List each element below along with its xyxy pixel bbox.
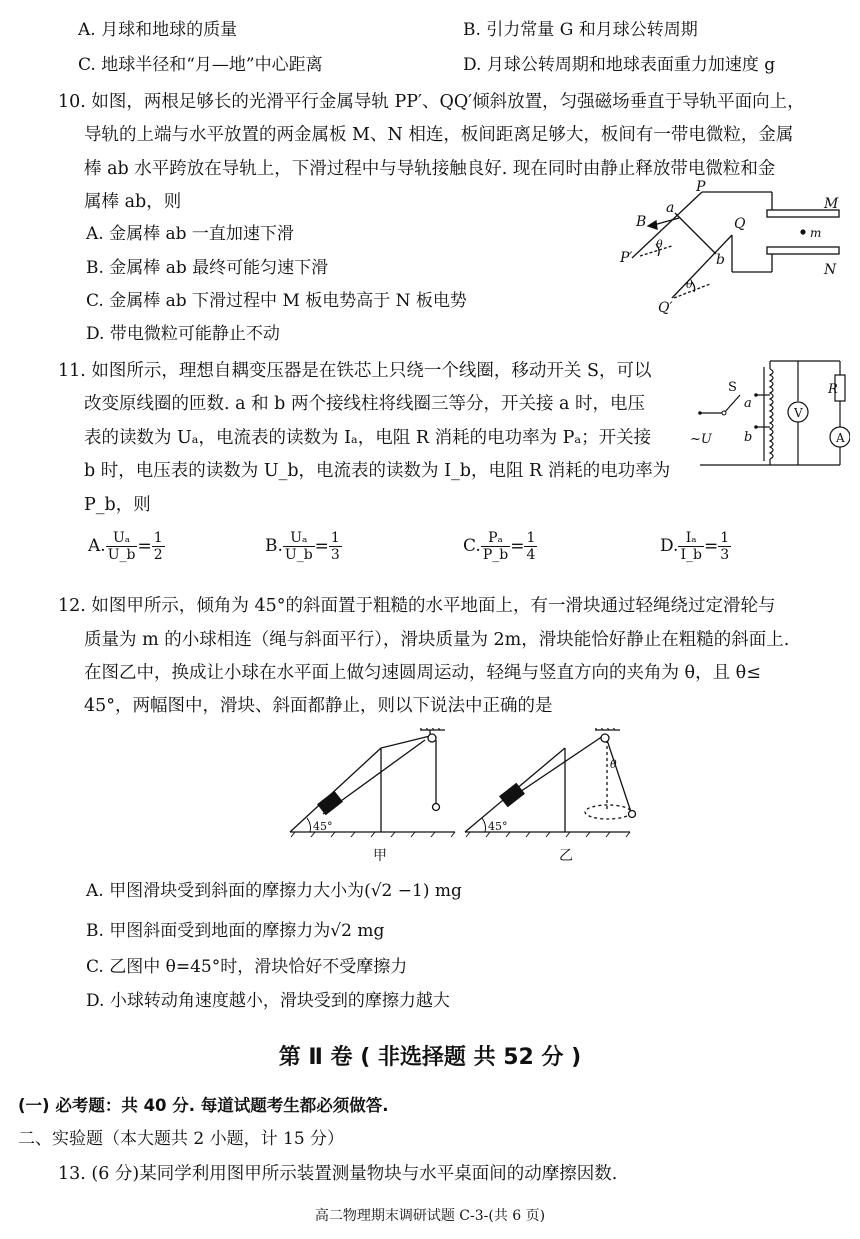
q10-label-a: a: [666, 200, 675, 216]
q11-stem-line4: b 时，电压表的读数为 U_b，电流表的读数为 I_b，电阻 R 消耗的电功率为: [84, 461, 671, 481]
q9-option-d: D. 月球公转周期和地球表面重力加速度 g: [463, 55, 776, 75]
q11-figure: [690, 355, 850, 473]
q11-label-a: a: [744, 396, 752, 411]
q10-label-Pp: P′: [620, 250, 633, 266]
q9-option-b: B. 引力常量 G 和月球公转周期: [463, 20, 698, 40]
q12-option-b: B. 甲图斜面受到地面的摩擦力为√2 mg: [86, 921, 385, 941]
q10-figure: [612, 180, 852, 315]
q11-stem-line5: P_b，则: [84, 495, 151, 515]
q13-stem: 13. (6 分)某同学利用图甲所示装置测量物块与水平桌面间的动摩擦因数.: [58, 1164, 618, 1184]
q10-label-N: N: [824, 262, 837, 278]
q11-label-b: b: [744, 430, 753, 445]
q10-option-c: C. 金属棒 ab 下滑过程中 M 板电势高于 N 板电势: [86, 291, 467, 311]
q12-caption-yi: 乙: [559, 848, 573, 864]
q11-stem-line2: 改变原线圈的匝数. a 和 b 两个接线柱将线圈三等分，开关接 a 时，电压: [84, 394, 646, 414]
page-footer: 高二物理期末调研试题 C-3-(共 6 页): [314, 1208, 546, 1224]
q10-label-b: b: [716, 252, 725, 268]
q10-option-a: A. 金属棒 ab 一直加速下滑: [86, 224, 294, 244]
required-questions-note: (一) 必考题：共 40 分. 每道试题考生都必须做答.: [18, 1096, 389, 1115]
q12-stem-line3: 在图乙中，换成让小球在水平面上做匀速圆周运动，轻绳与竖直方向的夹角为 θ，且 θ≤: [84, 663, 761, 683]
section-2-heading: 第 Ⅱ 卷 ( 非选择题 共 52 分 ): [278, 1045, 582, 1070]
q11-ammeter-label: A: [836, 431, 845, 445]
q12-stem-line2: 质量为 m 的小球相连（绳与斜面平行），滑块质量为 2m，滑块能恰好静止在粗糙的斜面上.: [84, 630, 790, 650]
q12-option-a: A. 甲图滑块受到斜面的摩擦力大小为(√2 −1) mg: [86, 881, 462, 901]
q11-option-c: C. $\frac{\text{Pₐ}}{P\_b}$ = $\frac{1}{4}$: [463, 530, 536, 563]
q10-label-Qp: Q′: [658, 300, 673, 315]
q10-label-m: m: [810, 226, 822, 240]
q11-option-b: B. $\frac{\text{Uₐ}}{U\_b}$ = $\frac{1}{3}$: [265, 530, 340, 563]
q12-caption-jia: 甲: [373, 848, 387, 864]
q10-label-P: P: [696, 180, 706, 195]
q12-stem-line4: 45°，两幅图中，滑块、斜面都静止，则以下说法中正确的是: [84, 696, 553, 716]
q11-option-a: A. $\frac{\text{Uₐ}}{U\_b}$ = $\frac{1}{2}$: [88, 530, 163, 563]
q10-label-B: B: [636, 214, 647, 230]
q10-stem-line1: 10. 如图，两根足够长的光滑平行金属导轨 PP′、QQ′倾斜放置，匀强磁场垂直于导轨平面向上，: [58, 92, 805, 112]
q10-label-M: M: [824, 196, 839, 212]
q11-stem-line3: 表的读数为 Uₐ，电流表的读数为 Iₐ，电阻 R 消耗的电功率为 Pₐ；开关接: [84, 428, 652, 448]
q10-option-b: B. 金属棒 ab 最终可能匀速下滑: [86, 258, 329, 278]
q10-stem-line2: 导轨的上端与水平放置的两金属板 M、N 相连，板间距离足够大，板间有一带电微粒，金属: [84, 125, 794, 145]
q10-stem-line4: 属棒 ab，则: [84, 192, 182, 212]
q12-theta-label: θ: [610, 758, 617, 771]
q10-stem-line3: 棒 ab 水平跨放在导轨上，下滑过程中与导轨接触良好. 现在同时由静止释放带电微粒和金: [84, 159, 776, 179]
q11-stem-line1: 11. 如图所示，理想自耦变压器是在铁芯上只绕一个线圈，移动开关 S，可以: [58, 361, 652, 381]
q11-option-d: D. $\frac{\text{Iₐ}}{I\_b}$ = $\frac{1}{3}$: [660, 530, 730, 563]
q12-option-c: C. 乙图中 θ=45°时，滑块恰好不受摩擦力: [86, 957, 408, 977]
q10-label-Q: Q: [734, 216, 746, 232]
q11-label-R: R: [828, 382, 838, 397]
q10-option-d: D. 带电微粒可能静止不动: [86, 324, 280, 344]
q12-angle-label-jia: 45°: [313, 820, 333, 833]
q12-angle-label-yi: 45°: [488, 820, 508, 833]
q12-figure: [285, 728, 645, 868]
experiment-section-title: 二、实验题（本大题共 2 小题，计 15 分）: [18, 1129, 345, 1149]
q10-label-theta2: θ: [686, 278, 693, 291]
q12-option-d: D. 小球转动角速度越小，滑块受到的摩擦力越大: [86, 991, 450, 1011]
q10-label-theta1: θ: [656, 238, 663, 251]
q9-option-c: C. 地球半径和“月—地”中心距离: [78, 55, 323, 75]
q9-option-a: A. 月球和地球的质量: [78, 20, 238, 40]
q11-voltmeter-label: V: [794, 406, 803, 420]
q12-stem-line1: 12. 如图甲所示，倾角为 45°的斜面置于粗糙的水平地面上，有一滑块通过轻绳绕过定滑轮与: [58, 596, 776, 616]
q11-label-S: S: [728, 380, 737, 395]
q11-label-U: ~U: [690, 432, 712, 447]
